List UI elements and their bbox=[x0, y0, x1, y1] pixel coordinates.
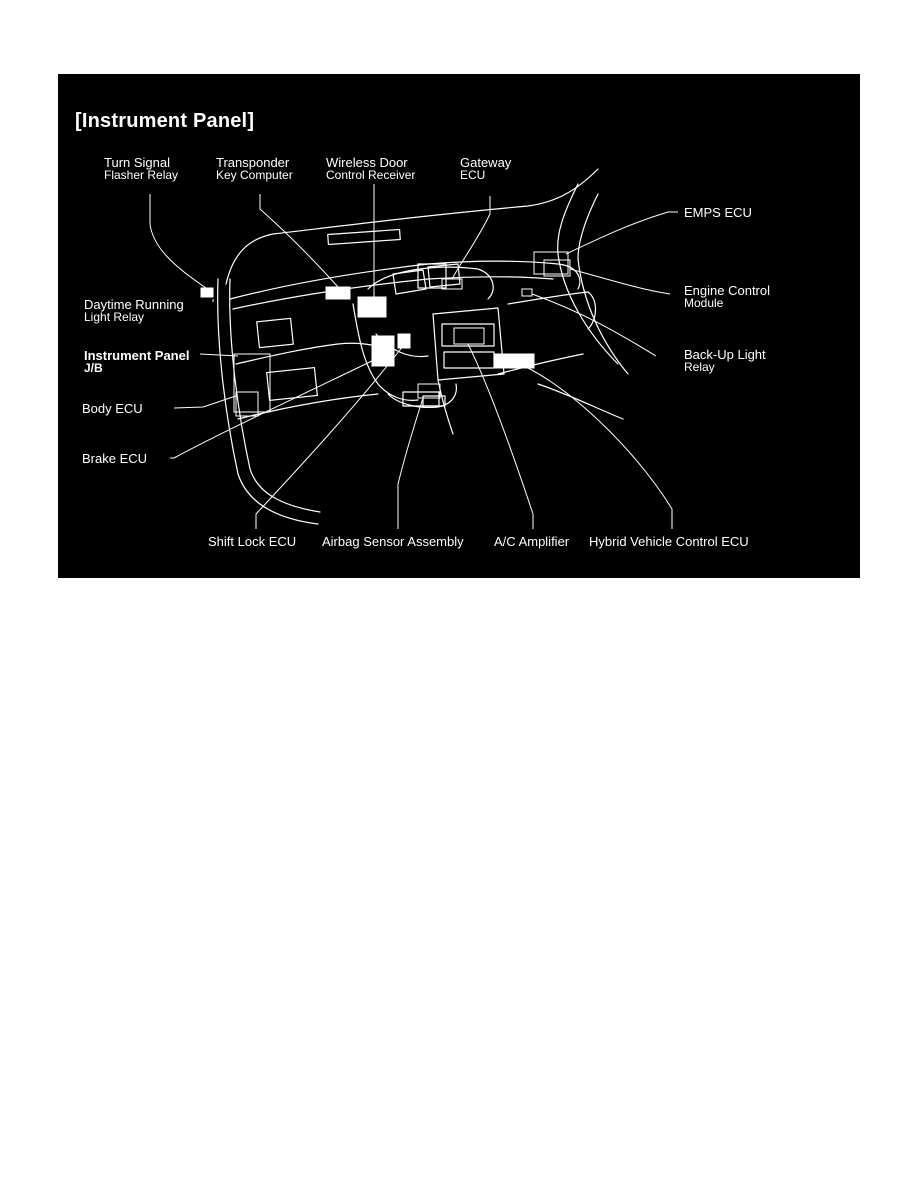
label-line: Hybrid Vehicle Control ECU bbox=[589, 534, 749, 549]
ac-amplifier-component bbox=[454, 328, 484, 344]
label-line: Back-Up Light bbox=[684, 347, 766, 362]
label-line: Module bbox=[684, 296, 724, 310]
leader-back-up bbox=[532, 294, 656, 356]
label-line: Wireless Door bbox=[326, 155, 408, 170]
leader-airbag bbox=[398, 398, 423, 529]
dash-top-line bbox=[233, 277, 553, 309]
glove-box bbox=[267, 368, 318, 401]
windshield-edge bbox=[226, 169, 598, 284]
label-ac-amplifier bbox=[494, 535, 569, 548]
leader-shift-lock bbox=[256, 346, 403, 529]
instrument-panel-diagram bbox=[58, 74, 860, 578]
label-line: Brake ECU bbox=[82, 451, 148, 466]
label-transponder-key-computer bbox=[216, 156, 293, 181]
diagram-title: [Instrument Panel] bbox=[75, 110, 255, 132]
a-pillar-left bbox=[218, 279, 318, 524]
shift-lock-component bbox=[398, 334, 410, 348]
label-hybrid-vehicle-control-ecu bbox=[589, 535, 749, 548]
label-line: Engine Control bbox=[684, 283, 770, 298]
defroster-vent bbox=[328, 230, 401, 245]
leader-ac bbox=[468, 344, 533, 529]
leader-transponder bbox=[260, 194, 338, 287]
label-line: Transponder bbox=[216, 155, 290, 170]
label-engine-control-module bbox=[684, 284, 770, 309]
label-line: Control Receiver bbox=[326, 168, 416, 182]
label-line: J/B bbox=[84, 361, 103, 375]
back-up-relay-component bbox=[522, 289, 532, 296]
label-turn-signal-flasher-relay bbox=[104, 156, 178, 181]
label-line: Daytime Running bbox=[84, 297, 184, 312]
label-instrument-panel-jb bbox=[84, 349, 189, 374]
left-vent bbox=[257, 318, 294, 347]
label-brake-ecu bbox=[82, 452, 147, 465]
label-line: EMPS ECU bbox=[684, 205, 752, 220]
label-body-ecu bbox=[82, 402, 143, 415]
dashboard-illustration bbox=[58, 74, 860, 578]
hybrid-ecu-component bbox=[494, 354, 534, 368]
turn-signal-relay-component bbox=[201, 288, 213, 297]
label-line: Light Relay bbox=[84, 310, 145, 324]
right-door-line bbox=[538, 384, 623, 419]
label-line: Airbag Sensor Assembly bbox=[322, 534, 464, 549]
label-emps-ecu bbox=[684, 206, 752, 219]
label-back-up-light-relay bbox=[684, 348, 766, 373]
dash-top bbox=[230, 261, 580, 299]
leader-hybrid bbox=[528, 368, 672, 529]
label-line: Body ECU bbox=[82, 401, 143, 416]
label-line: Gateway bbox=[460, 155, 512, 170]
label-line: ECU bbox=[460, 168, 486, 182]
label-gateway-ecu bbox=[460, 156, 511, 181]
label-line: Shift Lock ECU bbox=[208, 534, 297, 549]
label-line: Turn Signal bbox=[104, 155, 170, 170]
label-wireless-door-control-receiver bbox=[326, 156, 415, 181]
label-line: Instrument Panel bbox=[84, 348, 190, 363]
label-line: A/C Amplifier bbox=[494, 534, 570, 549]
label-line: Flasher Relay bbox=[104, 168, 179, 182]
transponder-component bbox=[326, 287, 350, 299]
leader-turn-signal bbox=[150, 194, 206, 288]
leader-brake bbox=[170, 359, 376, 458]
label-line: Relay bbox=[684, 360, 715, 374]
right-dash bbox=[508, 292, 596, 329]
leader-body bbox=[174, 396, 236, 408]
label-line: Key Computer bbox=[216, 168, 293, 182]
climate-panel bbox=[442, 324, 494, 346]
label-shift-lock-ecu bbox=[208, 535, 296, 548]
wireless-receiver-component bbox=[358, 297, 386, 317]
leader-engine bbox=[570, 269, 670, 294]
label-airbag-sensor-assembly bbox=[322, 535, 464, 548]
a-pillar-left-inner bbox=[230, 279, 320, 512]
console bbox=[388, 384, 456, 407]
label-daytime-running-light-relay bbox=[84, 298, 184, 323]
radio-panel bbox=[444, 352, 494, 368]
